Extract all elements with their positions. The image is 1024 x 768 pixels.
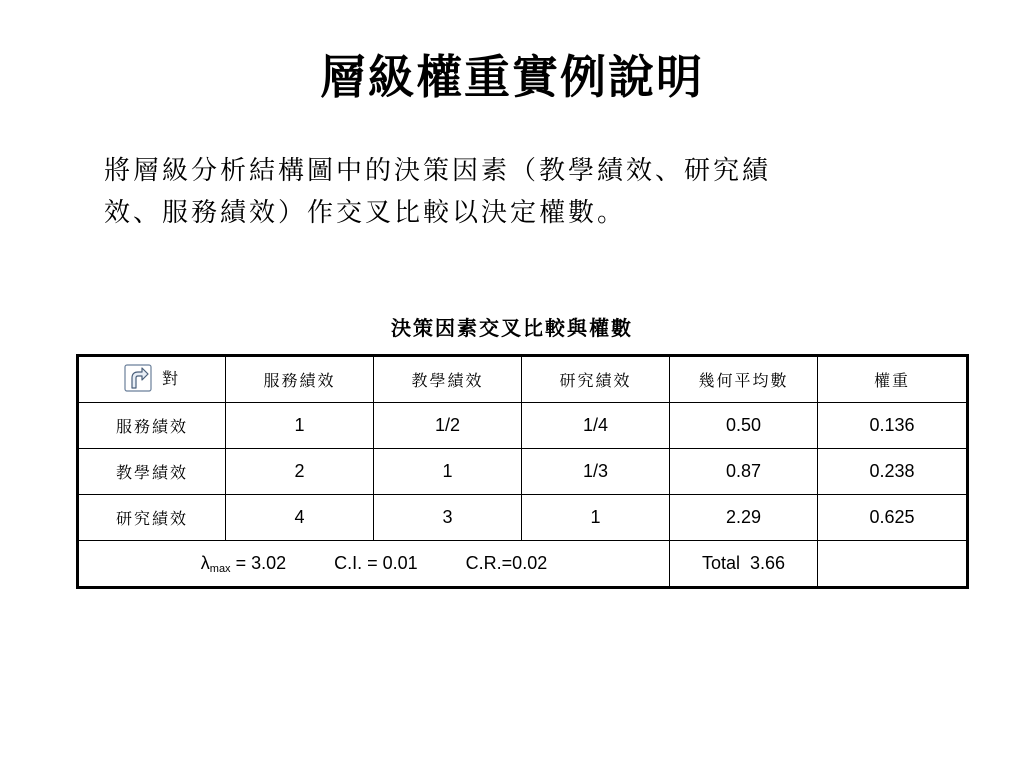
column-header: 教學績效: [374, 356, 522, 403]
empty-cell: [818, 541, 968, 588]
slide-title: 層級權重實例說明: [320, 50, 704, 104]
corner-cell: [78, 356, 226, 403]
consistency-summary: [78, 541, 670, 588]
lambda-max-value: = 3.02: [230, 552, 287, 573]
table-cell: 4: [226, 495, 374, 541]
table-caption: 決策因素交叉比較與權數: [391, 316, 633, 340]
row-header: 研究績效: [78, 495, 226, 541]
table-cell: 1/4: [522, 403, 670, 449]
intro-line-1: 將層級分析結構圖中的決策因素（教學績效、研究績: [104, 156, 772, 186]
table-cell: 1: [374, 449, 522, 495]
table-summary-row: [78, 541, 968, 588]
table-cell: 1/3: [522, 449, 670, 495]
table-cell: 1: [226, 403, 374, 449]
table-cell: 0.625: [818, 495, 968, 541]
intro-line-2: 效、服務績效）作交叉比較以決定權數。: [104, 198, 627, 228]
table-cell: 1: [522, 495, 670, 541]
geometric-mean-total: Total 3.66: [670, 541, 818, 588]
row-header: 教學績效: [78, 449, 226, 495]
table-cell: 0.87: [670, 449, 818, 495]
consistency-ratio: C.R.=0.02: [465, 552, 548, 573]
table-cell: 1/2: [374, 403, 522, 449]
intro-paragraph: [104, 150, 904, 234]
row-header: 服務績效: [78, 403, 226, 449]
table-row: [78, 449, 968, 495]
table-cell: 2: [226, 449, 374, 495]
table-cell: 0.50: [670, 403, 818, 449]
table-cell: 0.136: [818, 403, 968, 449]
pairwise-comparison-table: [76, 354, 969, 589]
table-cell: 2.29: [670, 495, 818, 541]
curved-arrow-icon: [124, 364, 152, 392]
table-cell: 3: [374, 495, 522, 541]
column-header: 權重: [818, 356, 968, 403]
column-header: 幾何平均數: [670, 356, 818, 403]
table-row: [78, 495, 968, 541]
table-header-row: [78, 356, 968, 403]
table-row: [78, 403, 968, 449]
column-header: 服務績效: [226, 356, 374, 403]
lambda-subscript: max: [209, 562, 231, 575]
table-cell: 0.238: [818, 449, 968, 495]
corner-label: 對: [161, 369, 180, 388]
lambda-symbol: λ: [200, 552, 210, 573]
consistency-index: C.I. = 0.01: [334, 552, 418, 573]
column-header: 研究績效: [522, 356, 670, 403]
